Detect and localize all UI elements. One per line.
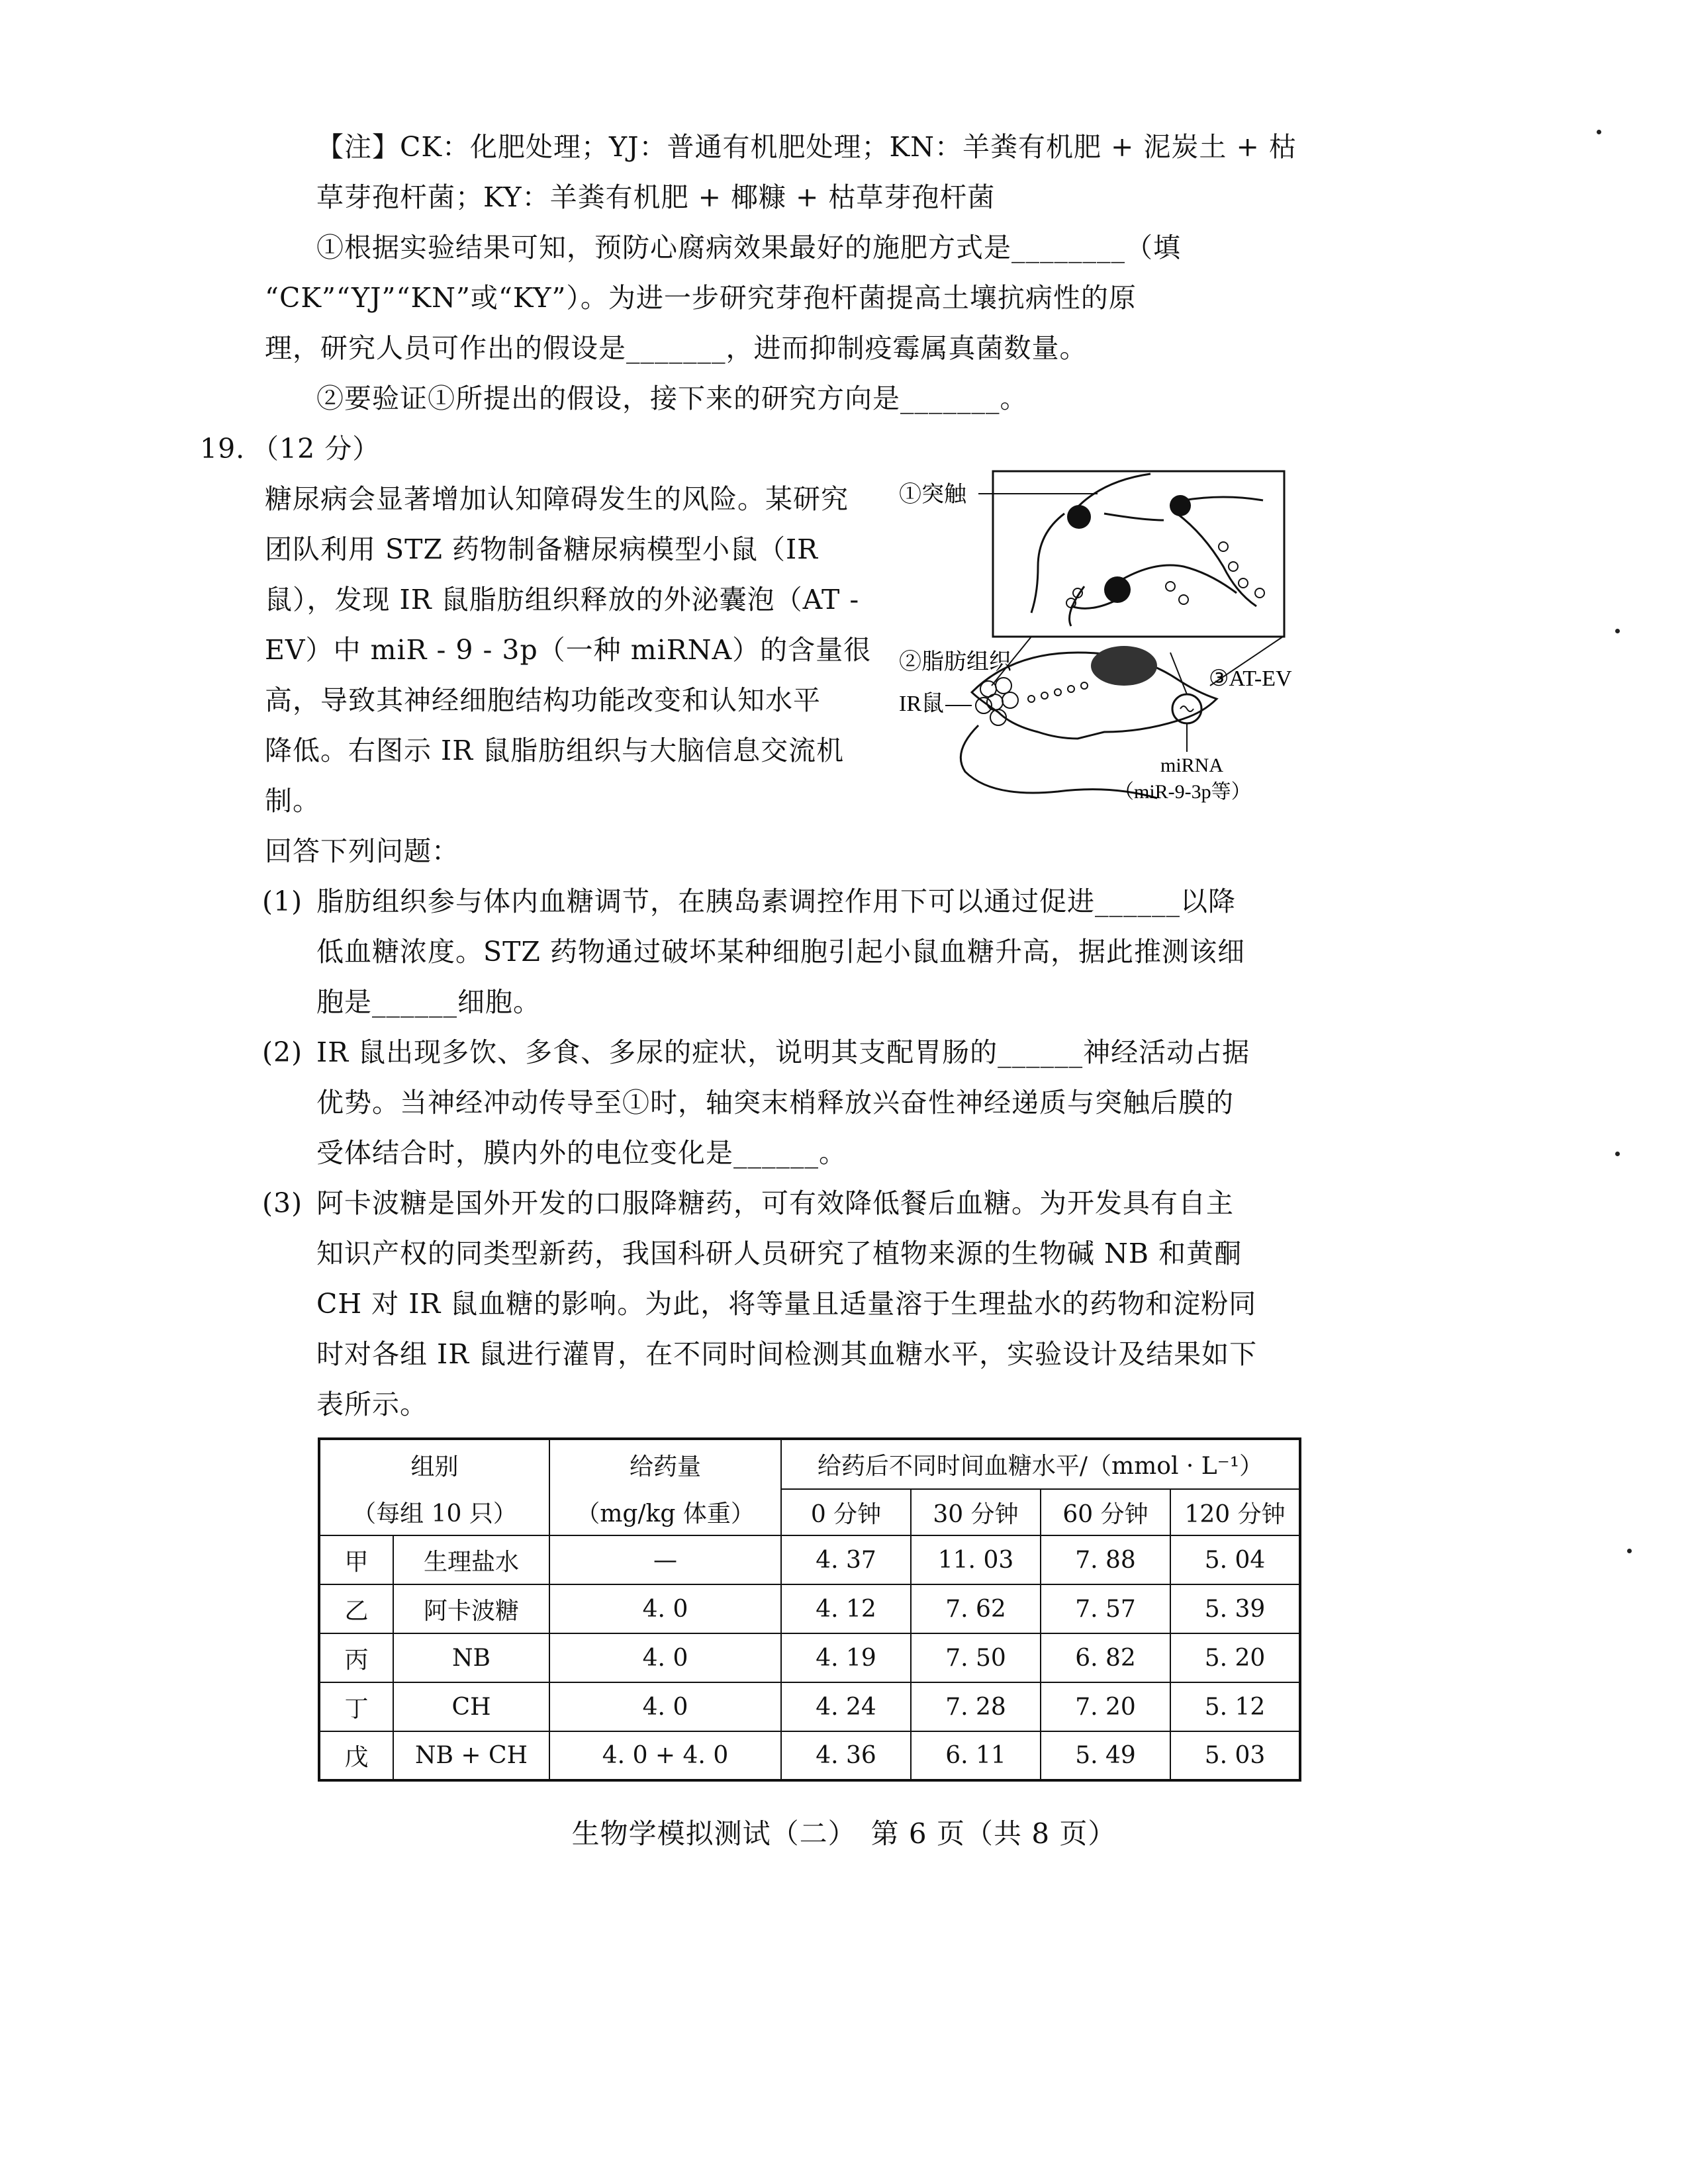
row-value: 7. 62 [911,1584,1041,1633]
sub2-number: (2) [262,1036,303,1068]
sub1-line-3: 胞是______细胞。 [316,986,541,1018]
table-row [319,1731,1300,1780]
row-drug: 阿卡波糖 [393,1584,549,1633]
header-group: 组别 [319,1439,549,1489]
diagram-svg [899,467,1296,811]
q19-intro-line-4: EV）中 miR - 9 - 3p（一种 miRNA）的含量很 [265,634,872,666]
q18-sub1-line-3: 理，研究人员可作出的假设是_______，进而抑制疫霉属真菌数量。 [265,332,1088,364]
answer-prompt: 回答下列问题： [265,835,459,867]
label-synapse: ①突触 [899,482,966,507]
row-id: 甲 [319,1535,393,1584]
sub2-line-3: 受体结合时，膜内外的电位变化是______。 [316,1137,847,1169]
mouse-brain [1091,646,1157,686]
q19-number: 19. [200,433,246,465]
row-value: 6. 11 [911,1731,1041,1780]
row-id: 丁 [319,1682,393,1731]
row-value: 11. 03 [911,1535,1041,1584]
scan-speck [1615,1152,1620,1156]
note-line-2: 草芽孢杆菌；KY：羊粪有机肥 + 椰糠 + 枯草芽孢杆菌 [316,181,996,213]
row-value: 4. 12 [781,1584,911,1633]
label-adipose: ②脂肪组织 [899,650,1011,674]
neuron-panel-frame [993,471,1284,637]
row-value: 5. 20 [1170,1633,1300,1682]
q19-intro-line-1: 糖尿病会显著增加认知障碍发生的风险。某研究 [265,483,849,515]
sub1-line-1: 脂肪组织参与体内血糖调节，在胰岛素调控作用下可以通过促进______以降 [316,886,1236,917]
row-drug: NB + CH [393,1731,549,1780]
sub1-number: (1) [262,886,303,917]
brain-adipose-diagram [899,467,1296,811]
row-drug: NB [393,1633,549,1682]
blood-glucose-table [318,1437,1301,1782]
row-value: 7. 28 [911,1682,1041,1731]
row-drug: CH [393,1682,549,1731]
row-value: 4. 37 [781,1535,911,1584]
vesicle-dots [1066,542,1264,608]
label-ir-mouse: IR鼠 [899,692,944,716]
label-mirna: miRNA [1160,754,1224,776]
row-value: 7. 88 [1041,1535,1170,1584]
scan-speck [1627,1549,1632,1553]
row-drug: 生理盐水 [393,1535,549,1584]
sub1-line-2: 低血糖浓度。STZ 药物通过破坏某种细胞引起小鼠血糖升高，据此推测该细 [316,936,1245,968]
neuron-cell-bodies [1067,495,1191,603]
page-footer: 生物学模拟测试（二） 第 6 页（共 8 页） [571,1817,1117,1850]
row-dose: 4. 0 [549,1633,781,1682]
q19-points: （12 分） [252,433,381,465]
header-time-0: 0 分钟 [781,1489,911,1535]
row-value: 5. 12 [1170,1682,1300,1731]
sub3-line-4: 时对各组 IR 鼠进行灌胃，在不同时间检测其血糖水平，实验设计及结果如下 [316,1338,1258,1370]
table-row [319,1682,1300,1731]
q19-intro-line-6: 降低。右图示 IR 鼠脂肪组织与大脑信息交流机 [265,735,845,766]
sub3-line-3: CH 对 IR 鼠血糖的影响。为此，将等量且适量溶于生理盐水的药物和淀粉同 [316,1288,1257,1320]
row-dose: 4. 0 [549,1682,781,1731]
row-value: 6. 82 [1041,1633,1170,1682]
q19-intro-line-2: 团队利用 STZ 药物制备糖尿病模型小鼠（IR [265,533,819,565]
header-dose: 给药量 [549,1439,781,1489]
q18-sub2-line: ②要验证①所提出的假设，接下来的研究方向是_______。 [316,383,1028,414]
q18-sub1-line-1: ①根据实验结果可知，预防心腐病效果最好的施肥方式是________（填 [316,232,1181,263]
row-value: 5. 04 [1170,1535,1300,1584]
row-value: 5. 49 [1041,1731,1170,1780]
sub3-line-2: 知识产权的同类型新药，我国科研人员研究了植物来源的生物碱 NB 和黄酮 [316,1238,1243,1269]
table-row [319,1633,1300,1682]
table-row [319,1535,1300,1584]
header-level: 给药后不同时间血糖水平/（mmol · L⁻¹） [781,1439,1300,1489]
header-dose-sub: （mg/kg 体重） [549,1489,781,1535]
label-mirna-note: （miR-9-3p等） [1114,781,1251,803]
header-group-sub: （每组 10 只） [319,1489,549,1535]
note-line-1: 【注】CK：化肥处理；YJ：普通有机肥处理；KN：羊粪有机肥 + 泥炭土 + 枯 [316,131,1297,163]
scan-speck [1597,130,1601,134]
row-value: 5. 39 [1170,1584,1300,1633]
row-value: 7. 20 [1041,1682,1170,1731]
row-value: 4. 19 [781,1633,911,1682]
q18-sub1-line-2: “CK”“YJ”“KN”或“KY”）。为进一步研究芽孢杆菌提高土壤抗病性的原 [265,282,1137,314]
header-time-30: 30 分钟 [911,1489,1041,1535]
sub3-number: (3) [262,1187,303,1219]
table-row [319,1584,1300,1633]
q19-intro-line-5: 高，导致其神经细胞结构功能改变和认知水平 [265,684,821,716]
sub3-line-5: 表所示。 [316,1388,428,1420]
row-id: 丙 [319,1633,393,1682]
row-dose: 4. 0 + 4. 0 [549,1731,781,1780]
q19-intro-line-7: 制。 [265,785,320,817]
row-value: 5. 03 [1170,1731,1300,1780]
q19-intro-line-3: 鼠），发现 IR 鼠脂肪组织释放的外泌囊泡（AT - [265,584,860,615]
scan-speck [1615,629,1620,633]
sub3-line-1: 阿卡波糖是国外开发的口服降糖药，可有效降低餐后血糖。为开发具有自主 [316,1187,1234,1219]
vesicle-trail [1028,682,1088,702]
row-value: 4. 24 [781,1682,911,1731]
row-dose: 4. 0 [549,1584,781,1633]
row-value: 4. 36 [781,1731,911,1780]
row-dose: — [549,1535,781,1584]
row-value: 7. 57 [1041,1584,1170,1633]
sub2-line-2: 优势。当神经冲动传导至①时，轴突末梢释放兴奋性神经递质与突触后膜的 [316,1087,1234,1118]
sub2-line-1: IR 鼠出现多饮、多食、多尿的症状，说明其支配胃肠的______神经活动占据 [316,1036,1250,1068]
row-id: 戊 [319,1731,393,1780]
header-time-60: 60 分钟 [1041,1489,1170,1535]
row-value: 7. 50 [911,1633,1041,1682]
header-time-120: 120 分钟 [1170,1489,1300,1535]
row-id: 乙 [319,1584,393,1633]
label-atev: ③AT-EV [1209,666,1292,691]
